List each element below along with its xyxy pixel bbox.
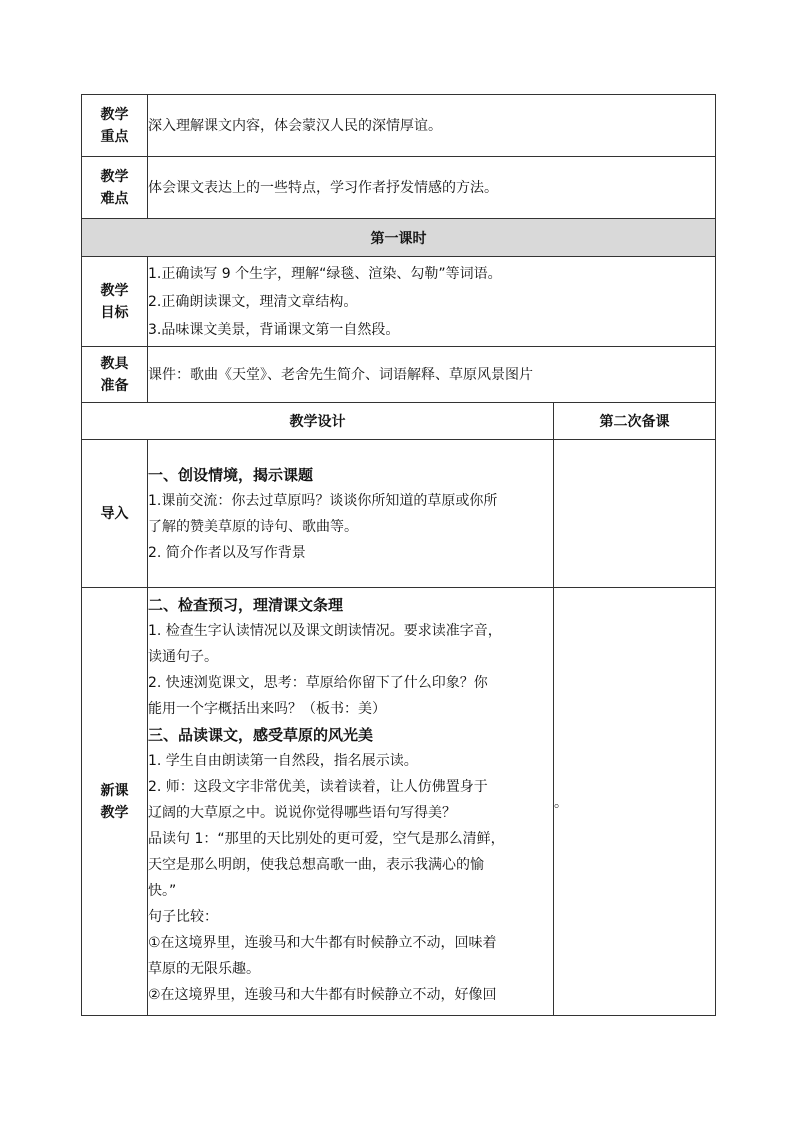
content-line: 草原的无限乐趣。 [148, 960, 260, 977]
content-line: 快。” [148, 882, 177, 899]
content-line: 天空是那么明朗，使我总想高歌一曲，表示我满心的愉 [148, 856, 484, 873]
difficulty-row [82, 157, 716, 219]
new-lesson-label: 新课 教学 [82, 588, 148, 1016]
focus-label: 教学 重点 [82, 95, 148, 157]
intro-label: 导入 [82, 440, 148, 588]
section-heading: 二、检查预习，理清课文条理 [148, 595, 344, 614]
new-lesson-second-prep: 。 [554, 588, 716, 1016]
content-line: 1. 检查生字认读情况以及课文朗读情况。要求读准字音， [148, 622, 502, 639]
difficulty-label: 教学 难点 [82, 157, 148, 219]
lesson-header: 第一课时 [82, 219, 716, 257]
materials-row [82, 347, 716, 403]
goal-item: 2.正确朗读课文，理清文章结构。 [148, 293, 358, 310]
content-line: 品读句 1：“那里的天比别处的更可爱，空气是那么清鲜， [148, 830, 505, 847]
materials-text: 课件：歌曲《天堂》、老舍先生简介、词语解释、草原风景图片 [148, 347, 716, 403]
design-column-header: 教学设计 [82, 403, 554, 440]
lesson-header-row [82, 219, 716, 257]
content-line: 2. 快速浏览课文，思考：草原给你留下了什么印象？你 [148, 674, 488, 691]
content-line: 2. 简介作者以及写作背景 [148, 544, 306, 561]
content-line: 了解的赞美草原的诗句、歌曲等。 [148, 518, 358, 535]
intro-content [148, 440, 554, 588]
focus-text: 深入理解课文内容，体会蒙汉人民的深情厚谊。 [148, 95, 716, 157]
content-line: 读通句子。 [148, 648, 218, 665]
difficulty-text: 体会课文表达上的一些特点，学习作者抒发情感的方法。 [148, 157, 716, 219]
second-prep-column-header: 第二次备课 [554, 403, 716, 440]
new-lesson-row [82, 588, 716, 1016]
new-lesson-content [148, 588, 554, 1016]
content-line: ②在这境界里，连骏马和大牛都有时候静立不动，好像回 [148, 986, 497, 1003]
content-line: 辽阔的大草原之中。说说你觉得哪些语句写得美？ [148, 804, 456, 821]
intro-row [82, 440, 716, 588]
content-line: 能用一个字概括出来吗？（板书：美） [148, 700, 386, 717]
content-line: 1. 学生自由朗读第一自然段，指名展示读。 [148, 752, 418, 769]
goals-row [82, 257, 716, 347]
focus-row [82, 95, 716, 157]
goal-item: 3.品味课文美景，背诵课文第一自然段。 [148, 321, 400, 338]
column-header-row [82, 403, 716, 440]
content-line: ①在这境界里，连骏马和大牛都有时候静立不动，回味着 [148, 934, 497, 951]
content-line: 2. 师：这段文字非常优美，读着读着，让人仿佛置身于 [148, 778, 488, 795]
goals-label: 教学 目标 [82, 257, 148, 347]
intro-second-prep [554, 440, 716, 588]
goals-list [148, 257, 716, 347]
section-heading: 一、创设情境，揭示课题 [148, 465, 314, 484]
section-heading: 三、品读课文，感受草原的风光美 [148, 725, 374, 744]
lesson-plan-table [81, 94, 716, 1016]
materials-label: 教具 准备 [82, 347, 148, 403]
content-line: 1.课前交流：你去过草原吗？谈谈你所知道的草原或你所 [148, 492, 498, 509]
content-line: 句子比较： [148, 908, 218, 925]
goal-item: 1.正确读写 9 个生字，理解“绿毯、渲染、勾勒”等词语。 [148, 265, 502, 282]
